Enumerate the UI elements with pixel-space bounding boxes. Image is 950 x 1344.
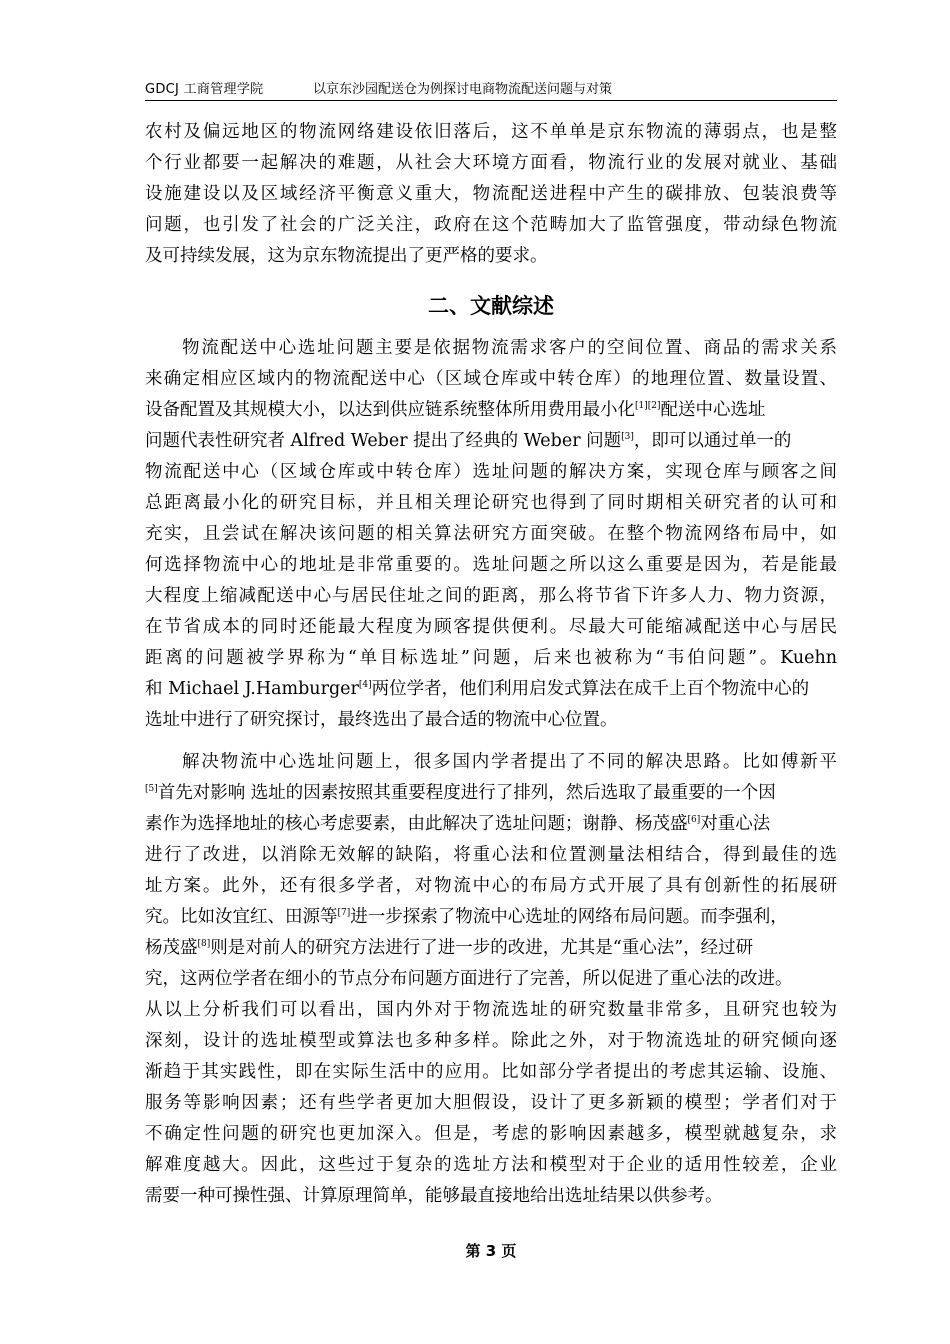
p1-line: 总距离最小化的研究目标，并且相关理论研究也得到了同时期相关研究者的认可和: [145, 493, 837, 513]
p1-line: 大程度上缩减配送中心与居民住址之间的距离，那么将节省下许多人力、物力资源，: [145, 586, 837, 606]
p2-text: 首先对影响 选址的因素按照其重要程度进行了排列，然后选取了最重要的一个因: [157, 783, 776, 803]
p1-line: 距离的问题被学界称为“单目标选址”问题，后来也被称为“韦伯问题”。Kuehn: [145, 648, 837, 668]
citation: [7]: [337, 908, 351, 918]
p1-line: 在节省成本的同时还能最大程度为顾客提供便利。尽最大可能缩减配送中心与居民: [145, 617, 837, 637]
p1-line: [145, 677, 845, 701]
p2-line: 进行了改进，以消除无效解的缺陷，将重心法和位置测量法相结合，得到最佳的选: [145, 845, 837, 865]
header-school: GDCJ 工商管理学院: [145, 82, 264, 97]
p1-text: 设备配置及其规模大小，以达到供应链系统整体所用费用最小化: [145, 400, 635, 420]
p2-line: 究，这两位学者在细小的节点分布问题方面进行了完善，所以促进了重心法的改进。: [145, 969, 793, 989]
p2-text: 对重心法: [700, 814, 771, 834]
p2-text: 则是对前人的研究方法进行了进一步的改进，尤其是“重心法”，经过研: [210, 938, 754, 958]
citation: [5]: [145, 784, 158, 794]
p1-line: 来确定相应区域内的物流配送中心（区域仓库或中转仓库）的地理位置、数量设置、: [145, 369, 837, 389]
p1-line: 选址中进行了研究探讨，最终选出了最合适的物流中心位置。: [145, 710, 618, 730]
p2-line: 深刻，设计的选址模型或算法也多种多样。除此之外，对于物流选址的研究倾向逐: [145, 1031, 837, 1051]
p1-line: 何选择物流中心的地址是非常重要的。选址问题之所以这么重要是因为，若是能最: [145, 555, 837, 575]
p2-line: 需要一种可操性强、计算原理简单，能够最直接地给出选址结果以供参考。: [145, 1186, 723, 1206]
p1-line: 充实，且尝试在解决该问题的相关算法研究方面突破。在整个物流网络布局中，如: [145, 524, 837, 544]
p1-text: 和 Michael J.Hamburger: [145, 679, 359, 699]
intro-line: 农村及偏远地区的物流网络建设依旧落后，这不单单是京东物流的薄弱点，也是整: [145, 122, 837, 142]
p1-line: [145, 429, 845, 453]
p2-line: 从以上分析我们可以看出，国内外对于物流选址的研究数量非常多，且研究也较为: [145, 1000, 837, 1020]
p2-line: [145, 812, 845, 836]
page-number: 第 3 页: [465, 1242, 517, 1260]
p2-line: 渐趋于其实践性，即在实际生活中的应用。比如部分学者提出的考虑其运输、设施、: [145, 1062, 837, 1082]
p1-text: ，即可以通过单一的: [633, 431, 792, 451]
p2-line: 不确定性问题的研究也更加深入。但是，考虑的影响因素越多，模型就越复杂，求: [145, 1124, 837, 1144]
p1-line: [145, 398, 845, 422]
p2-line: 址方案。此外，还有很多学者，对物流中心的布局方式开展了具有创新性的拓展研: [145, 876, 837, 896]
p2-line: [145, 905, 845, 929]
intro-line: 个行业都要一起解决的难题，从社会大环境方面看，物流行业的发展对就业、基础: [145, 153, 837, 173]
intro-line: 及可持续发展，这为京东物流提出了更严格的要求。: [145, 246, 548, 266]
p1-text: 问题代表性研究者 Alfred Weber 提出了经典的 Weber 问题: [145, 431, 622, 451]
p2-text: 素作为选择地址的核心考虑要素，由此解决了选址问题；谢静、杨茂盛: [145, 814, 688, 834]
p2-text: 究。比如汝宜红、田源等: [145, 907, 338, 927]
p2-line: 解难度越大。因此，这些过于复杂的选址方法和模型对于企业的适用性较差，企业: [145, 1155, 837, 1175]
citation: [1][2]: [635, 401, 661, 411]
p2-line: 解决物流中心选址问题上，很多国内学者提出了不同的解决思路。比如傅新平: [182, 752, 837, 772]
p2-text: 杨茂盛: [145, 938, 198, 958]
citation: [3]: [621, 432, 634, 442]
p1-text: 两位学者，他们利用启发式算法在成千上百个物流中心的: [371, 679, 810, 699]
p2-line: [145, 781, 845, 805]
page-header: [145, 78, 837, 101]
intro-line: 问题，也引发了社会的广泛关注，政府在这个范畴加大了监管强度，带动绿色物流: [145, 215, 837, 235]
citation: [8]: [197, 939, 211, 949]
p2-text: 进一步探索了物流中心选址的网络布局问题。而李强利，: [350, 907, 788, 927]
citation: [4]: [358, 680, 372, 690]
p1-line: 物流配送中心选址问题主要是依据物流需求客户的空间位置、商品的需求关系: [182, 338, 837, 358]
citation: [6]: [687, 815, 701, 825]
header-thesis-title: 以京东沙园配送仓为例探讨电商物流配送问题与对策: [313, 82, 613, 97]
p1-text: 配送中心选址: [660, 400, 766, 420]
intro-line: 设施建设以及区域经济平衡意义重大，物流配送进程中产生的碳排放、包装浪费等: [145, 184, 837, 204]
p1-line: 物流配送中心（区域仓库或中转仓库）选址问题的解决方案，实现仓库与顾客之间: [145, 462, 837, 482]
p2-line: 服务等影响因素；还有些学者更加大胆假设，设计了更多新颖的模型；学者们对于: [145, 1093, 837, 1113]
p2-line: [145, 936, 845, 960]
section-title: 二、文献综述: [428, 294, 554, 318]
